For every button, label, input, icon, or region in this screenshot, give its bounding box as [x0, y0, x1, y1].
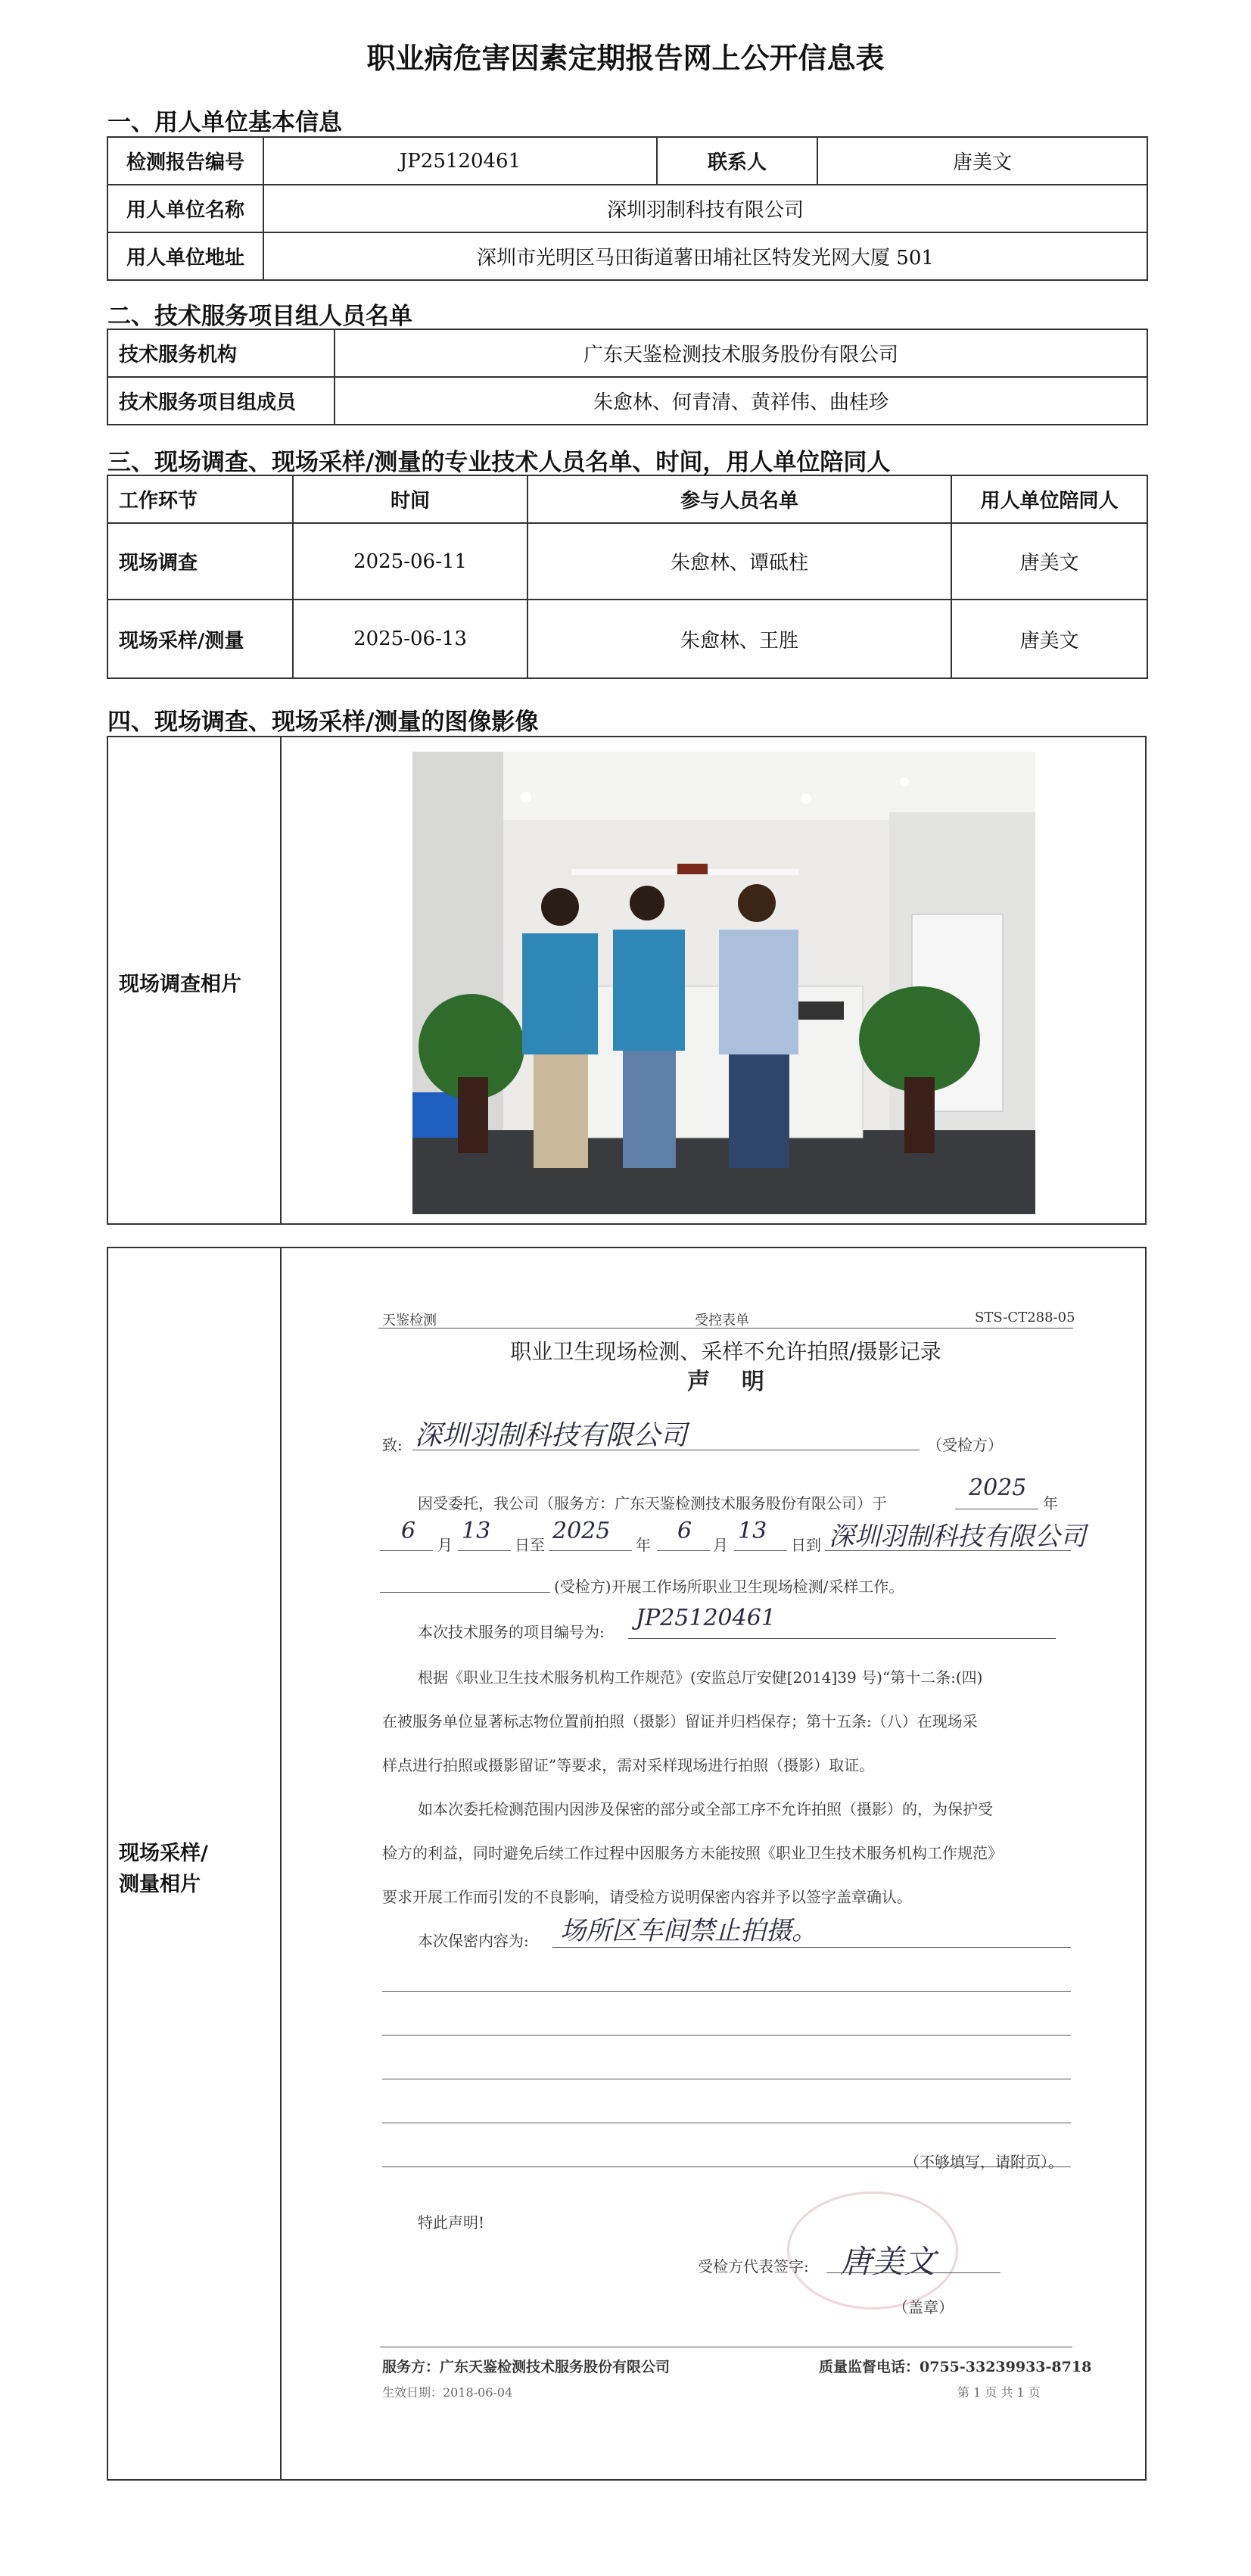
note: （不够填写，请附页）。 [904, 2153, 1063, 2171]
project-no-handwritten: JP25120461 [636, 1605, 776, 1631]
sign-label: 受检方代表签字: [698, 2257, 809, 2275]
table-row [107, 523, 1147, 600]
rule [825, 1550, 1071, 1551]
report-no-value: JP25120461 [263, 137, 657, 185]
form-title: 职业卫生现场检测、采样不允许拍照/摄影记录 [510, 1339, 941, 1364]
footer-right: 质量监督电话：0755-33239933-8718 [819, 2359, 1092, 2375]
year-handwritten: 2025 [969, 1475, 1027, 1501]
contact-value: 唐美文 [817, 137, 1147, 185]
month2-handwritten: 6 [677, 1518, 692, 1544]
to-prefix: 致: [382, 1436, 403, 1454]
p2-nian2: 年 [636, 1536, 651, 1554]
team-table [107, 329, 1148, 425]
rule [382, 2035, 1071, 2036]
rule [552, 1947, 1071, 1948]
day1-handwritten: 13 [462, 1518, 491, 1544]
to-suffix: （受检方） [927, 1436, 1003, 1454]
p2-ridao: 日到 [791, 1536, 821, 1554]
survey-photo-label: 现场调查相片 [119, 973, 241, 996]
para-4: 本次技术服务的项目编号为: [418, 1623, 605, 1641]
survey-photo-image [412, 752, 1035, 1214]
rule [458, 1550, 511, 1551]
page-number: 第 1 页 共 1 页 [957, 2385, 1041, 2400]
para-5-line-1: 根据《职业卫生技术服务机构工作规范》(安监总厅安健[2014]39 号)“第十二条:(四) [418, 1668, 983, 1687]
row-escort: 唐美文 [951, 523, 1147, 600]
p2-yue2: 月 [713, 1536, 728, 1554]
row-time: 2025-06-13 [293, 600, 527, 678]
para-6-line-3: 要求开展工作而引发的不良影响，请受检方说明保密内容并予以签字盖章确认。 [382, 1888, 912, 1906]
para-6-line-1: 如本次委托检测范围内因涉及保密的部分或全部工序不允许拍照（摄影）的，为保护受 [418, 1800, 993, 1818]
para-6-line-2: 检方的利益，同时避免后续工作过程中因服务方未能按照《职业卫生技术服务机构工作规范》 [382, 1844, 1003, 1862]
row-stage: 现场采样/测量 [107, 600, 293, 678]
address-label: 用人单位地址 [107, 232, 263, 280]
rule [549, 1550, 632, 1551]
p2-rizhi: 日至 [515, 1536, 545, 1554]
divider [280, 1247, 282, 2481]
divider [280, 736, 282, 1225]
members-label: 技术服务项目组成员 [107, 377, 335, 425]
p2-yue: 月 [437, 1536, 453, 1554]
org-label: 技术服务机构 [107, 329, 335, 377]
month1-handwritten: 6 [401, 1518, 416, 1544]
company-value: 深圳羽制科技有限公司 [263, 185, 1147, 232]
day2-handwritten: 13 [738, 1518, 767, 1544]
form-header-right: STS-CT288-05 [975, 1310, 1075, 1325]
confidential-content-handwritten: 场所区车间禁止拍摄。 [560, 1916, 817, 1946]
rule [628, 1638, 1056, 1639]
form-header-mid: 受控表单 [695, 1313, 749, 1328]
section-3-heading: 三、现场调查、现场采样/测量的专业技术人员名单、时间，用人单位陪同人 [107, 449, 891, 476]
row-stage: 现场调查 [107, 523, 293, 600]
para-3: (受检方)开展工作场所职业卫生现场检测/采样工作。 [554, 1578, 904, 1596]
address-value: 深圳市光明区马田街道薯田埔社区特发光网大厦 501 [263, 232, 1147, 280]
form-subtitle: 声 明 [687, 1369, 764, 1395]
para-5-line-2: 在被服务单位显著标志物位置前拍照（摄影）留证并归档保存；第十五条:（八）在现场采 [382, 1712, 978, 1730]
col-escort: 用人单位陪同人 [951, 475, 1147, 523]
footer-left: 服务方：广东天鉴检测技术服务股份有限公司 [382, 2359, 671, 2375]
signature-handwritten: 唐美文 [840, 2243, 936, 2280]
to-company-handwritten: 深圳羽制科技有限公司 [415, 1420, 688, 1451]
section-2-heading: 二、技术服务项目组人员名单 [107, 303, 412, 330]
row-people: 朱愈林、谭砥柱 [527, 523, 951, 600]
rule [734, 1550, 787, 1551]
rule [826, 2272, 1000, 2273]
rule [382, 1991, 1071, 1992]
effective-date: 生效日期：2018-06-04 [382, 2385, 513, 2400]
col-people: 参与人员名单 [527, 475, 951, 523]
col-stage: 工作环节 [107, 475, 293, 523]
row-people: 朱愈林、王胜 [527, 600, 951, 678]
personnel-table [107, 475, 1148, 679]
col-time: 时间 [293, 475, 527, 523]
row-time: 2025-06-11 [293, 523, 527, 600]
row-escort: 唐美文 [951, 600, 1147, 678]
sampling-photo-label-2: 测量相片 [119, 1873, 201, 1896]
survey-photo [412, 752, 1035, 1214]
para-7: 本次保密内容为: [418, 1932, 529, 1950]
contact-label: 联系人 [657, 137, 817, 185]
company2-handwritten: 深圳羽制科技有限公司 [829, 1522, 1086, 1552]
para-1-nian: 年 [1043, 1494, 1058, 1512]
table-row [107, 600, 1147, 678]
members-value: 朱愈林、何青清、黄祥伟、曲桂珍 [335, 377, 1147, 425]
section-4-heading: 四、现场调查、现场采样/测量的图像影像 [107, 709, 539, 736]
page-title: 职业病危害因素定期报告网上公开信息表 [366, 42, 885, 75]
rule [657, 1550, 710, 1551]
sampling-photo-label-1: 现场采样/ [119, 1842, 208, 1865]
section-1-heading: 一、用人单位基本信息 [107, 109, 342, 136]
seal-label: （盖章） [893, 2298, 954, 2316]
org-value: 广东天鉴检测技术服务股份有限公司 [335, 329, 1147, 377]
company-label: 用人单位名称 [107, 185, 263, 232]
rule [380, 1550, 433, 1551]
form-header-left: 天鉴检测 [382, 1313, 437, 1328]
rule [380, 1592, 550, 1593]
year2-handwritten: 2025 [552, 1518, 611, 1544]
basic-info-table [107, 136, 1148, 281]
para-1: 因受委托，我公司（服务方：广东天鉴检测技术服务股份有限公司）于 [418, 1494, 887, 1512]
report-no-label: 检测报告编号 [107, 137, 263, 185]
para-5-line-3: 样点进行拍照或摄影留证”等要求，需对采样现场进行拍照（摄影）取证。 [382, 1756, 875, 1774]
special-statement: 特此声明! [418, 2213, 485, 2232]
